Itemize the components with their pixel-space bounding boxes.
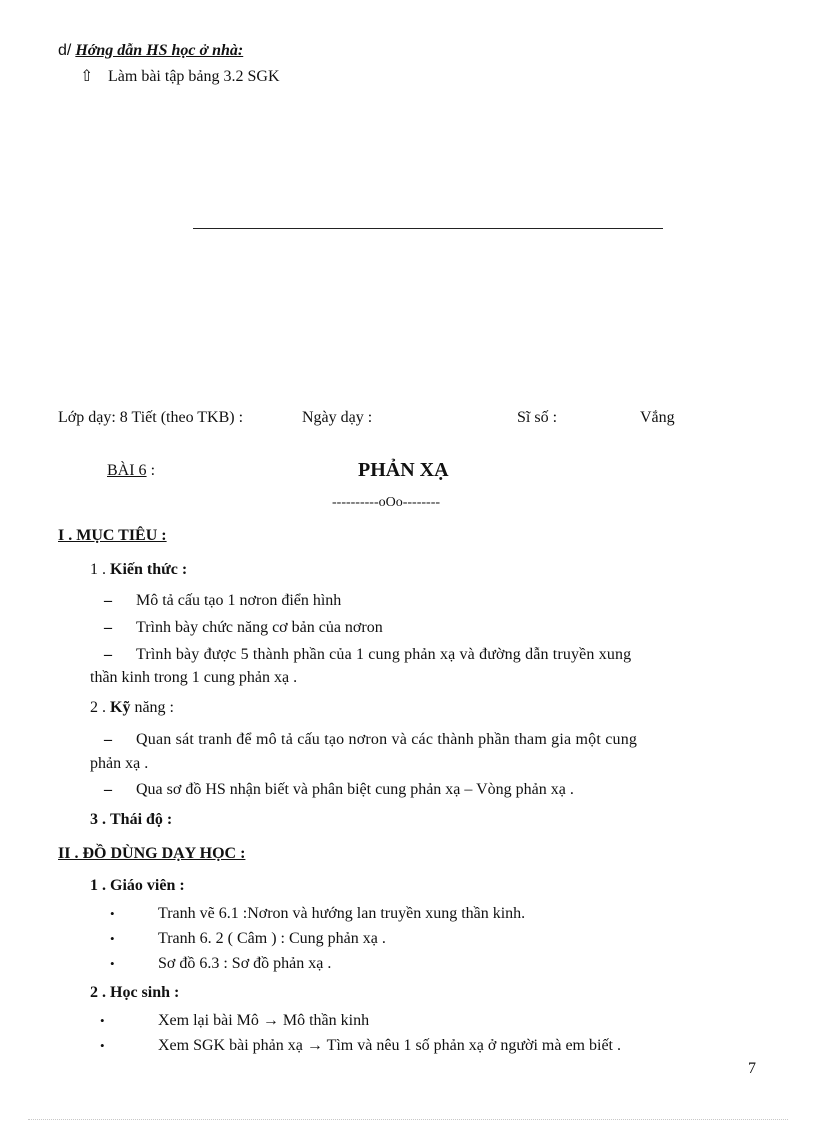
skills-label: Kỹ (110, 699, 131, 716)
teacher-item-text: Tranh vẽ 6.1 :Nơron và hướng lan truyền xung thần kinh. (158, 905, 526, 922)
knowledge-item-1 (104, 592, 341, 610)
class-info-line (58, 409, 243, 427)
skills-item-2 (104, 781, 574, 799)
knowledge-item-text: Mô tả cấu tạo 1 nơron điển hình (136, 592, 342, 609)
knowledge-item-3-continuation: thần kinh trong 1 cung phản xạ . (90, 669, 298, 686)
student-heading (90, 984, 179, 1002)
dash-icon: – (104, 646, 112, 663)
teacher-label: 1 . Giáo viên : (90, 877, 185, 894)
skills-item-text: Qua sơ đồ HS nhận biết và phân biệt cung phản xạ – Vòng phản xạ . (136, 781, 574, 798)
class-line: Lớp dạy: 8 Tiết (theo TKB) : (58, 409, 244, 426)
student-item-text: Xem SGK bài phản xạ → Tìm và nêu 1 số phản xạ ở người mà em biết . (158, 1037, 621, 1054)
attendance: Sĩ số : (517, 409, 558, 426)
lesson-label (107, 462, 155, 480)
skills-item-1-continuation: phản xạ . (90, 755, 149, 772)
student-item-2 (100, 1037, 621, 1055)
skills-num: 2 . (90, 699, 106, 716)
student-item-1 (100, 1012, 369, 1030)
dash-icon: – (104, 619, 112, 636)
attitude-num: 3 . (90, 811, 106, 828)
title-separator: ----------oOo-------- (332, 495, 441, 510)
homework-item (80, 66, 280, 86)
dash-icon: – (104, 731, 112, 748)
bullet-icon: • (100, 1013, 105, 1028)
attitude-label: Thái độ : (110, 811, 173, 828)
teacher-item-1 (110, 905, 525, 923)
homework-prefix: d/ (58, 42, 72, 59)
bullet-icon: • (110, 906, 115, 921)
skills-label-rest: năng : (134, 699, 174, 716)
knowledge-item-2 (104, 619, 383, 637)
bullet-icon: • (100, 1038, 105, 1053)
dash-icon: – (104, 781, 112, 798)
student-item-text: Xem lại bài Mô → Mô thần kinh (158, 1012, 370, 1029)
knowledge-item-text: Trình bày được 5 thành phần của 1 cung phản xạ và đường dẫn truyền xung (136, 646, 632, 663)
attitude-heading (90, 811, 172, 829)
page-number: 7 (748, 1060, 756, 1077)
divider-line (193, 228, 663, 229)
homework-item-text: Làm bài tập bảng 3.2 SGK (108, 68, 280, 85)
teacher-item-text: Sơ đồ 6.3 : Sơ đồ phản xạ . (158, 955, 332, 972)
teacher-item-2 (110, 930, 386, 948)
section2-heading: II . ĐỒ DÙNG DẠY HỌC : (58, 845, 246, 862)
dash-icon: – (104, 592, 112, 609)
knowledge-label: Kiến thức : (110, 561, 188, 578)
page-footer-divider (28, 1119, 788, 1120)
bullet-icon: • (110, 931, 115, 946)
skills-item-1 (104, 731, 637, 749)
student-label: 2 . Học sinh : (90, 984, 180, 1001)
teacher-item-text: Tranh 6. 2 ( Câm ) : Cung phản xạ . (158, 930, 386, 947)
knowledge-heading (90, 561, 187, 579)
homework-label: Hớng dẫn HS học ở nhà: (75, 42, 244, 59)
section1-heading: I . MỤC TIÊU : (58, 527, 167, 544)
skills-item-text: Quan sát tranh để mô tả cấu tạo nơron và các thành phần tham gia một cung (136, 731, 638, 748)
teaching-date: Ngày dạy : (302, 409, 373, 426)
knowledge-num: 1 . (90, 561, 106, 578)
teacher-item-3 (110, 955, 331, 973)
arrow-up-icon: ⇧ (80, 68, 94, 85)
bullet-icon: • (110, 956, 115, 971)
homework-heading (58, 42, 243, 60)
lesson-title: PHẢN XẠ (358, 459, 449, 481)
teacher-heading (90, 877, 185, 895)
knowledge-item-text: Trình bày chức năng cơ bản của nơron (136, 619, 383, 636)
lesson-number: BÀI 6 (107, 462, 147, 479)
skills-heading (90, 699, 174, 717)
knowledge-item-3 (104, 646, 631, 664)
lesson-colon: : (150, 462, 156, 479)
absent: Vắng (640, 409, 675, 426)
